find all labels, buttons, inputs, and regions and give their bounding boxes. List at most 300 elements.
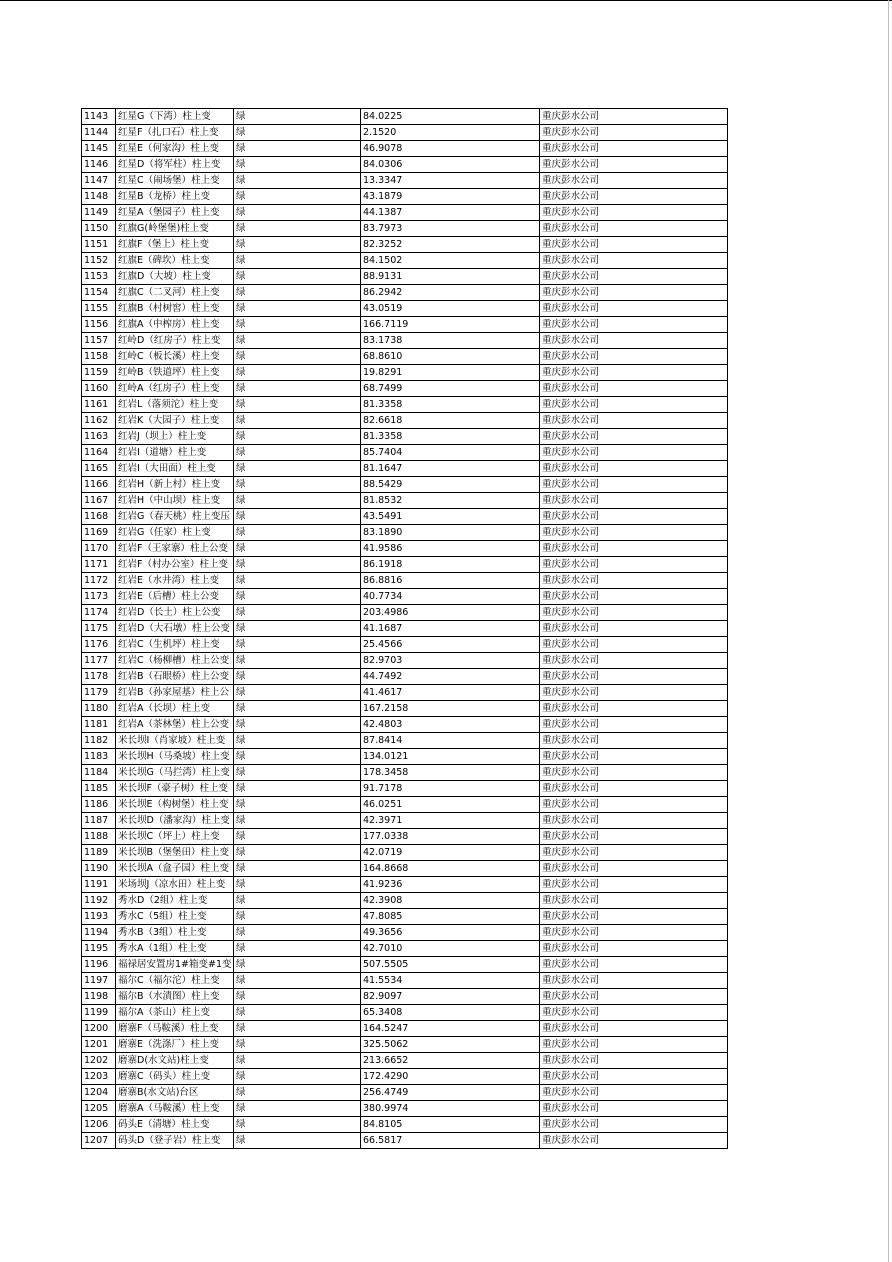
cell-transformer-name: 福禄居安置房1#箱变#1变 [116, 957, 234, 973]
cell-status: 绿 [234, 413, 361, 429]
cell-value: 81.3358 [361, 397, 540, 413]
table-row [82, 909, 728, 925]
cell-row-number: 1198 [82, 989, 116, 1005]
cell-status: 绿 [234, 605, 361, 621]
cell-value: 86.2942 [361, 285, 540, 301]
table-row [82, 253, 728, 269]
cell-company: 重庆彭水公司 [540, 589, 728, 605]
cell-transformer-name: 秀水D（2组）柱上变 [116, 893, 234, 909]
table-row [82, 621, 728, 637]
table-row [82, 829, 728, 845]
table-body [82, 109, 728, 1149]
cell-status: 绿 [234, 493, 361, 509]
table-row [82, 733, 728, 749]
cell-company: 重庆彭水公司 [540, 189, 728, 205]
cell-value: 84.1502 [361, 253, 540, 269]
cell-row-number: 1190 [82, 861, 116, 877]
cell-company: 重庆彭水公司 [540, 509, 728, 525]
cell-value: 68.7499 [361, 381, 540, 397]
cell-transformer-name: 红旗C（二叉河）柱上变 [116, 285, 234, 301]
cell-status: 绿 [234, 1133, 361, 1149]
cell-value: 68.8610 [361, 349, 540, 365]
cell-company: 重庆彭水公司 [540, 733, 728, 749]
cell-company: 重庆彭水公司 [540, 1021, 728, 1037]
cell-row-number: 1196 [82, 957, 116, 973]
cell-row-number: 1160 [82, 381, 116, 397]
cell-status: 绿 [234, 957, 361, 973]
cell-transformer-name: 红旗E（碑坎）柱上变 [116, 253, 234, 269]
cell-company: 重庆彭水公司 [540, 845, 728, 861]
cell-value: 19.8291 [361, 365, 540, 381]
cell-row-number: 1195 [82, 941, 116, 957]
cell-row-number: 1206 [82, 1117, 116, 1133]
cell-status: 绿 [234, 573, 361, 589]
cell-company: 重庆彭水公司 [540, 941, 728, 957]
cell-status: 绿 [234, 381, 361, 397]
table-row [82, 1133, 728, 1149]
cell-status: 绿 [234, 125, 361, 141]
cell-transformer-name: 秀水B（3组）柱上变 [116, 925, 234, 941]
table-row [82, 125, 728, 141]
cell-status: 绿 [234, 1005, 361, 1021]
cell-row-number: 1156 [82, 317, 116, 333]
cell-value: 172.4290 [361, 1069, 540, 1085]
transformer-table [81, 108, 728, 1149]
cell-company: 重庆彭水公司 [540, 749, 728, 765]
cell-row-number: 1173 [82, 589, 116, 605]
cell-value: 81.3358 [361, 429, 540, 445]
cell-value: 83.1738 [361, 333, 540, 349]
cell-value: 2.1520 [361, 125, 540, 141]
cell-status: 绿 [234, 861, 361, 877]
cell-row-number: 1158 [82, 349, 116, 365]
cell-transformer-name: 红岩F（王家寨）柱上公变 [116, 541, 234, 557]
cell-row-number: 1192 [82, 893, 116, 909]
table-row [82, 589, 728, 605]
cell-company: 重庆彭水公司 [540, 413, 728, 429]
cell-status: 绿 [234, 909, 361, 925]
cell-value: 41.4617 [361, 685, 540, 701]
cell-company: 重庆彭水公司 [540, 477, 728, 493]
table-row [82, 893, 728, 909]
cell-row-number: 1197 [82, 973, 116, 989]
table-row [82, 653, 728, 669]
cell-company: 重庆彭水公司 [540, 653, 728, 669]
table-row [82, 1037, 728, 1053]
table-row [82, 381, 728, 397]
cell-row-number: 1199 [82, 1005, 116, 1021]
table-row [82, 189, 728, 205]
cell-status: 绿 [234, 701, 361, 717]
cell-value: 44.7492 [361, 669, 540, 685]
cell-status: 绿 [234, 781, 361, 797]
cell-row-number: 1203 [82, 1069, 116, 1085]
cell-transformer-name: 红岩G（春天桃）柱上变压 [116, 509, 234, 525]
cell-row-number: 1147 [82, 173, 116, 189]
cell-value: 177.0338 [361, 829, 540, 845]
table-row [82, 397, 728, 413]
cell-transformer-name: 磨寨E（洗涤厂）柱上变 [116, 1037, 234, 1053]
cell-value: 41.5534 [361, 973, 540, 989]
table-row [82, 333, 728, 349]
cell-status: 绿 [234, 541, 361, 557]
cell-value: 41.9236 [361, 877, 540, 893]
cell-transformer-name: 红岩H（新上村）柱上变 [116, 477, 234, 493]
cell-company: 重庆彭水公司 [540, 461, 728, 477]
table-row [82, 845, 728, 861]
table-row [82, 317, 728, 333]
cell-status: 绿 [234, 1069, 361, 1085]
cell-transformer-name: 米长坝C（坪上）柱上变 [116, 829, 234, 845]
cell-transformer-name: 红岩I（大田面）柱上变 [116, 461, 234, 477]
cell-company: 重庆彭水公司 [540, 109, 728, 125]
cell-transformer-name: 红旗A（中榨房）柱上变 [116, 317, 234, 333]
cell-status: 绿 [234, 989, 361, 1005]
cell-status: 绿 [234, 445, 361, 461]
cell-transformer-name: 红岭A（红房子）柱上变 [116, 381, 234, 397]
cell-row-number: 1183 [82, 749, 116, 765]
cell-status: 绿 [234, 333, 361, 349]
table-row [82, 205, 728, 221]
table-row [82, 765, 728, 781]
cell-transformer-name: 红岩J（坝上）柱上变 [116, 429, 234, 445]
cell-row-number: 1151 [82, 237, 116, 253]
cell-company: 重庆彭水公司 [540, 525, 728, 541]
cell-value: 203.4986 [361, 605, 540, 621]
cell-transformer-name: 磨寨F（马鞍溪）柱上变 [116, 1021, 234, 1037]
cell-status: 绿 [234, 173, 361, 189]
cell-row-number: 1149 [82, 205, 116, 221]
cell-status: 绿 [234, 301, 361, 317]
cell-company: 重庆彭水公司 [540, 989, 728, 1005]
cell-transformer-name: 福尔B（水漬图）柱上变 [116, 989, 234, 1005]
cell-value: 81.8532 [361, 493, 540, 509]
table-row [82, 525, 728, 541]
cell-status: 绿 [234, 797, 361, 813]
cell-value: 41.9586 [361, 541, 540, 557]
cell-row-number: 1166 [82, 477, 116, 493]
cell-row-number: 1175 [82, 621, 116, 637]
cell-transformer-name: 红岩L（落须沱）柱上变 [116, 397, 234, 413]
cell-row-number: 1172 [82, 573, 116, 589]
cell-status: 绿 [234, 717, 361, 733]
cell-transformer-name: 磨寨C（码头）柱上变 [116, 1069, 234, 1085]
cell-row-number: 1202 [82, 1053, 116, 1069]
cell-row-number: 1167 [82, 493, 116, 509]
cell-transformer-name: 红岩D（长土）柱上公变 [116, 605, 234, 621]
cell-value: 42.3971 [361, 813, 540, 829]
cell-row-number: 1163 [82, 429, 116, 445]
cell-value: 134.0121 [361, 749, 540, 765]
cell-company: 重庆彭水公司 [540, 285, 728, 301]
table-row [82, 941, 728, 957]
cell-status: 绿 [234, 461, 361, 477]
cell-row-number: 1201 [82, 1037, 116, 1053]
table-row [82, 461, 728, 477]
cell-row-number: 1204 [82, 1085, 116, 1101]
cell-company: 重庆彭水公司 [540, 1133, 728, 1149]
cell-transformer-name: 红岩E（后槽）柱上公变 [116, 589, 234, 605]
cell-transformer-name: 红岭D（红房子）柱上变 [116, 333, 234, 349]
cell-transformer-name: 米长坝G（马拦湾）柱上变 [116, 765, 234, 781]
cell-company: 重庆彭水公司 [540, 685, 728, 701]
cell-status: 绿 [234, 589, 361, 605]
cell-company: 重庆彭水公司 [540, 557, 728, 573]
cell-transformer-name: 红旗F（堡上）柱上变 [116, 237, 234, 253]
cell-transformer-name: 红星B（龙桥）柱上变 [116, 189, 234, 205]
cell-transformer-name: 磨寨D(水文站)柱上变 [116, 1053, 234, 1069]
cell-status: 绿 [234, 893, 361, 909]
cell-company: 重庆彭水公司 [540, 669, 728, 685]
cell-company: 重庆彭水公司 [540, 621, 728, 637]
cell-transformer-name: 红星G（下湾）柱上变 [116, 109, 234, 125]
cell-transformer-name: 码头E（清塘）柱上变 [116, 1117, 234, 1133]
cell-value: 84.8105 [361, 1117, 540, 1133]
cell-transformer-name: 红星C（闹场堡）柱上变 [116, 173, 234, 189]
cell-status: 绿 [234, 253, 361, 269]
cell-value: 44.1387 [361, 205, 540, 221]
cell-transformer-name: 红岩E（水井湾）柱上变 [116, 573, 234, 589]
cell-status: 绿 [234, 397, 361, 413]
cell-company: 重庆彭水公司 [540, 605, 728, 621]
cell-status: 绿 [234, 189, 361, 205]
cell-value: 166.7119 [361, 317, 540, 333]
cell-transformer-name: 红岩D（大石墩）柱上公变 [116, 621, 234, 637]
cell-company: 重庆彭水公司 [540, 861, 728, 877]
cell-company: 重庆彭水公司 [540, 573, 728, 589]
cell-status: 绿 [234, 1053, 361, 1069]
cell-row-number: 1153 [82, 269, 116, 285]
table-row [82, 541, 728, 557]
cell-value: 88.5429 [361, 477, 540, 493]
cell-status: 绿 [234, 509, 361, 525]
cell-transformer-name: 红旗D（大坡）柱上变 [116, 269, 234, 285]
cell-row-number: 1207 [82, 1133, 116, 1149]
cell-value: 164.8668 [361, 861, 540, 877]
cell-row-number: 1189 [82, 845, 116, 861]
cell-company: 重庆彭水公司 [540, 333, 728, 349]
cell-row-number: 1185 [82, 781, 116, 797]
cell-row-number: 1171 [82, 557, 116, 573]
cell-status: 绿 [234, 669, 361, 685]
cell-row-number: 1157 [82, 333, 116, 349]
table-row [82, 957, 728, 973]
table-row [82, 717, 728, 733]
table-row [82, 493, 728, 509]
cell-status: 绿 [234, 749, 361, 765]
cell-status: 绿 [234, 365, 361, 381]
cell-value: 41.1687 [361, 621, 540, 637]
table-row [82, 141, 728, 157]
cell-value: 82.9097 [361, 989, 540, 1005]
page-right-edge [888, 0, 889, 1262]
table-row [82, 1101, 728, 1117]
cell-status: 绿 [234, 269, 361, 285]
cell-value: 84.0306 [361, 157, 540, 173]
cell-status: 绿 [234, 765, 361, 781]
cell-company: 重庆彭水公司 [540, 365, 728, 381]
cell-status: 绿 [234, 973, 361, 989]
table-row [82, 749, 728, 765]
cell-transformer-name: 米长坝I（肖家坡）柱上变 [116, 733, 234, 749]
cell-company: 重庆彭水公司 [540, 1005, 728, 1021]
table-row [82, 861, 728, 877]
page-top-border [0, 0, 892, 1]
cell-company: 重庆彭水公司 [540, 1101, 728, 1117]
cell-transformer-name: 福尔C（福尔沱）柱上变 [116, 973, 234, 989]
cell-status: 绿 [234, 1021, 361, 1037]
cell-transformer-name: 红岩B（石眼桥）柱上公变 [116, 669, 234, 685]
table-row [82, 349, 728, 365]
cell-company: 重庆彭水公司 [540, 173, 728, 189]
cell-value: 167.2158 [361, 701, 540, 717]
table-row [82, 1021, 728, 1037]
table-row [82, 269, 728, 285]
cell-transformer-name: 米长坝H（马桑坡）柱上变 [116, 749, 234, 765]
table-row [82, 109, 728, 125]
cell-company: 重庆彭水公司 [540, 925, 728, 941]
table-row [82, 973, 728, 989]
cell-company: 重庆彭水公司 [540, 205, 728, 221]
cell-status: 绿 [234, 1085, 361, 1101]
cell-value: 42.0719 [361, 845, 540, 861]
cell-row-number: 1145 [82, 141, 116, 157]
cell-value: 42.4803 [361, 717, 540, 733]
cell-status: 绿 [234, 557, 361, 573]
cell-value: 380.9974 [361, 1101, 540, 1117]
cell-company: 重庆彭水公司 [540, 957, 728, 973]
cell-value: 164.5247 [361, 1021, 540, 1037]
cell-value: 83.7973 [361, 221, 540, 237]
cell-company: 重庆彭水公司 [540, 813, 728, 829]
cell-company: 重庆彭水公司 [540, 269, 728, 285]
cell-value: 40.7734 [361, 589, 540, 605]
table-row [82, 1053, 728, 1069]
cell-row-number: 1174 [82, 605, 116, 621]
cell-row-number: 1168 [82, 509, 116, 525]
cell-transformer-name: 米长坝F（豪子树）柱上变 [116, 781, 234, 797]
cell-value: 46.0251 [361, 797, 540, 813]
cell-transformer-name: 红岩H（中山坝）柱上变 [116, 493, 234, 509]
table-row [82, 509, 728, 525]
cell-value: 43.1879 [361, 189, 540, 205]
cell-value: 88.9131 [361, 269, 540, 285]
table-row [82, 173, 728, 189]
cell-row-number: 1205 [82, 1101, 116, 1117]
cell-company: 重庆彭水公司 [540, 1085, 728, 1101]
cell-company: 重庆彭水公司 [540, 1037, 728, 1053]
cell-value: 25.4566 [361, 637, 540, 653]
cell-row-number: 1144 [82, 125, 116, 141]
cell-value: 86.8816 [361, 573, 540, 589]
cell-status: 绿 [234, 429, 361, 445]
cell-company: 重庆彭水公司 [540, 253, 728, 269]
table-row [82, 157, 728, 173]
cell-transformer-name: 码头D（登子岩）柱上变 [116, 1133, 234, 1149]
cell-company: 重庆彭水公司 [540, 1117, 728, 1133]
cell-status: 绿 [234, 109, 361, 125]
cell-company: 重庆彭水公司 [540, 381, 728, 397]
cell-transformer-name: 红岩I（道塘）柱上变 [116, 445, 234, 461]
cell-company: 重庆彭水公司 [540, 717, 728, 733]
cell-status: 绿 [234, 221, 361, 237]
table-row [82, 365, 728, 381]
cell-company: 重庆彭水公司 [540, 429, 728, 445]
cell-status: 绿 [234, 1101, 361, 1117]
cell-row-number: 1179 [82, 685, 116, 701]
cell-value: 42.3908 [361, 893, 540, 909]
cell-company: 重庆彭水公司 [540, 541, 728, 557]
cell-row-number: 1170 [82, 541, 116, 557]
cell-value: 213.6652 [361, 1053, 540, 1069]
cell-row-number: 1165 [82, 461, 116, 477]
cell-row-number: 1200 [82, 1021, 116, 1037]
cell-row-number: 1150 [82, 221, 116, 237]
cell-transformer-name: 红星D（将军柱）柱上变 [116, 157, 234, 173]
cell-row-number: 1169 [82, 525, 116, 541]
table-row [82, 285, 728, 301]
cell-status: 绿 [234, 653, 361, 669]
table-row [82, 1005, 728, 1021]
cell-transformer-name: 红岩C（生机坪）柱上变 [116, 637, 234, 653]
cell-row-number: 1191 [82, 877, 116, 893]
cell-company: 重庆彭水公司 [540, 973, 728, 989]
cell-transformer-name: 红岭C（板长溪）柱上变 [116, 349, 234, 365]
cell-row-number: 1164 [82, 445, 116, 461]
cell-row-number: 1143 [82, 109, 116, 125]
cell-company: 重庆彭水公司 [540, 157, 728, 173]
cell-row-number: 1148 [82, 189, 116, 205]
table-row [82, 429, 728, 445]
cell-value: 82.9703 [361, 653, 540, 669]
cell-company: 重庆彭水公司 [540, 797, 728, 813]
cell-status: 绿 [234, 941, 361, 957]
cell-value: 87.8414 [361, 733, 540, 749]
cell-value: 43.0519 [361, 301, 540, 317]
table-row [82, 813, 728, 829]
cell-status: 绿 [234, 1037, 361, 1053]
cell-value: 256.4749 [361, 1085, 540, 1101]
cell-status: 绿 [234, 1117, 361, 1133]
table-row [82, 557, 728, 573]
cell-value: 65.3408 [361, 1005, 540, 1021]
cell-value: 82.3252 [361, 237, 540, 253]
cell-value: 66.5817 [361, 1133, 540, 1149]
cell-transformer-name: 福尔A（茶山）柱上变 [116, 1005, 234, 1021]
cell-company: 重庆彭水公司 [540, 637, 728, 653]
cell-company: 重庆彭水公司 [540, 493, 728, 509]
cell-row-number: 1180 [82, 701, 116, 717]
cell-company: 重庆彭水公司 [540, 237, 728, 253]
table-row [82, 477, 728, 493]
cell-value: 91.7178 [361, 781, 540, 797]
cell-company: 重庆彭水公司 [540, 301, 728, 317]
cell-status: 绿 [234, 285, 361, 301]
cell-status: 绿 [234, 157, 361, 173]
cell-transformer-name: 红岭B（铁道坪）柱上变 [116, 365, 234, 381]
cell-company: 重庆彭水公司 [540, 1053, 728, 1069]
cell-transformer-name: 米场坝J（凉水田）柱上变 [116, 877, 234, 893]
cell-company: 重庆彭水公司 [540, 701, 728, 717]
table-row [82, 989, 728, 1005]
cell-status: 绿 [234, 237, 361, 253]
cell-company: 重庆彭水公司 [540, 893, 728, 909]
cell-row-number: 1152 [82, 253, 116, 269]
cell-transformer-name: 红岩F（村办公室）柱上变 [116, 557, 234, 573]
cell-company: 重庆彭水公司 [540, 781, 728, 797]
cell-value: 86.1918 [361, 557, 540, 573]
cell-value: 81.1647 [361, 461, 540, 477]
